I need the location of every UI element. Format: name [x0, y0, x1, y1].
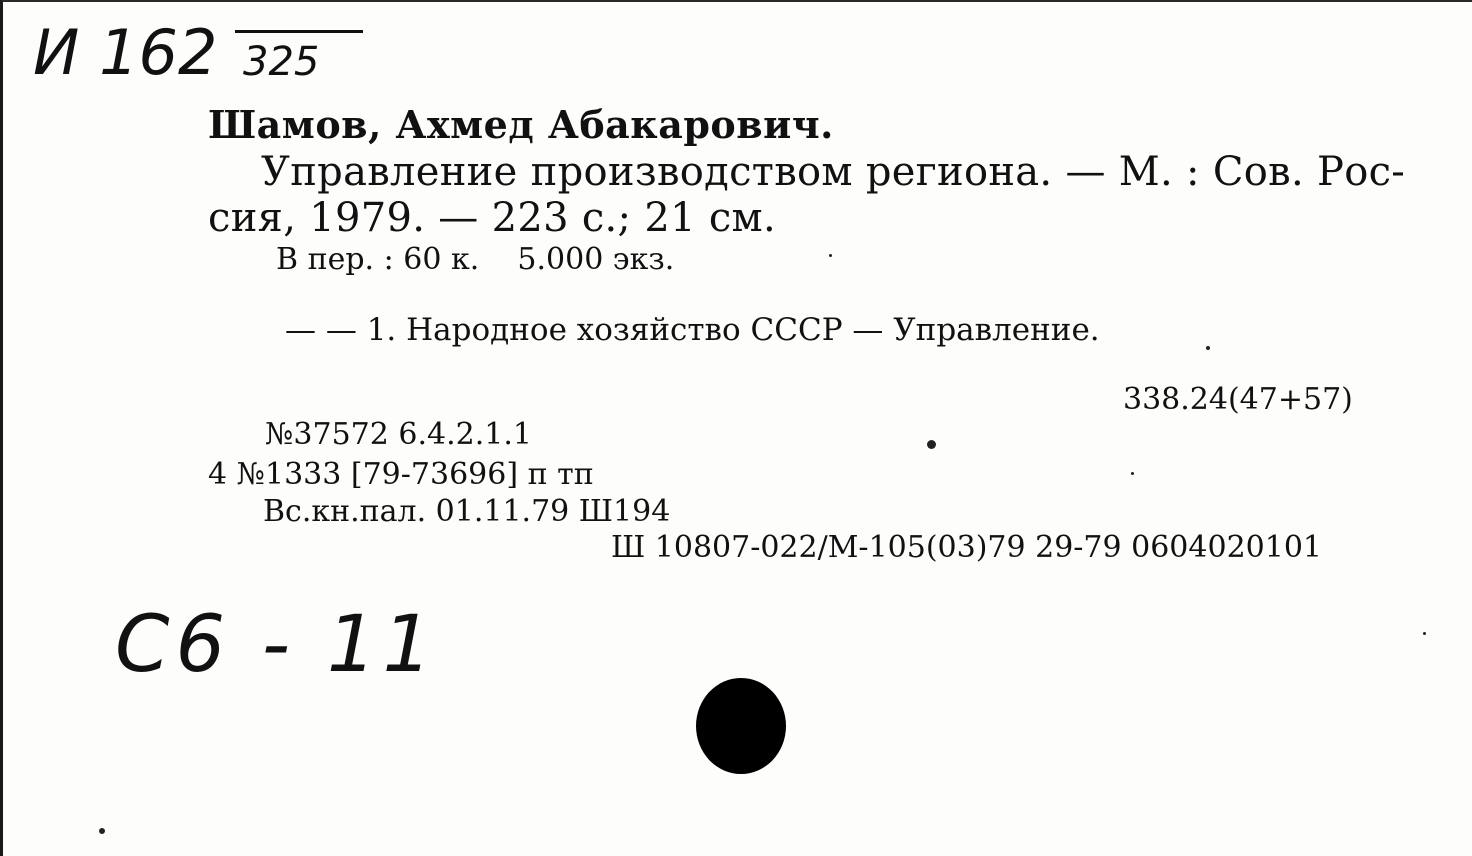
handwritten-shelf-mark: И 162	[33, 16, 218, 89]
speck	[1423, 632, 1426, 635]
book-chamber-line: Вс.кн.пал. 01.11.79 Ш194	[263, 494, 671, 529]
punch-hole	[696, 678, 786, 774]
handwritten-sub-mark-wrap	[235, 30, 363, 85]
udc-classification: 338.24(47+57)	[1123, 382, 1353, 417]
speck	[1131, 472, 1134, 475]
author-heading: Шамов, Ахмед Абакарович.	[208, 102, 834, 147]
title-line-1: Управление производством региона. — М. : Сов. Рос-	[261, 149, 1406, 195]
price-circulation-line: В пер. : 60 к. 5.000 экз.	[276, 242, 675, 277]
speck	[99, 828, 105, 834]
order-number-line: 4 №1333 [79-73696] п тп	[208, 457, 594, 492]
handwritten-bottom-mark: С6 - 11	[115, 600, 439, 690]
speck	[1206, 346, 1210, 350]
subject-heading-line: — — 1. Народное хозяйство СССР — Управление.	[285, 312, 1100, 348]
title-line-2: сия, 1979. — 223 с.; 21 см.	[208, 195, 776, 241]
publisher-code-line: Ш 10807-022/М-105(03)79 29-79 0604020101	[611, 530, 1323, 565]
speck	[927, 440, 936, 449]
record-number-line: №37572 6.4.2.1.1	[265, 417, 532, 452]
handwritten-sub-mark: 325	[243, 39, 320, 85]
speck	[829, 254, 832, 257]
